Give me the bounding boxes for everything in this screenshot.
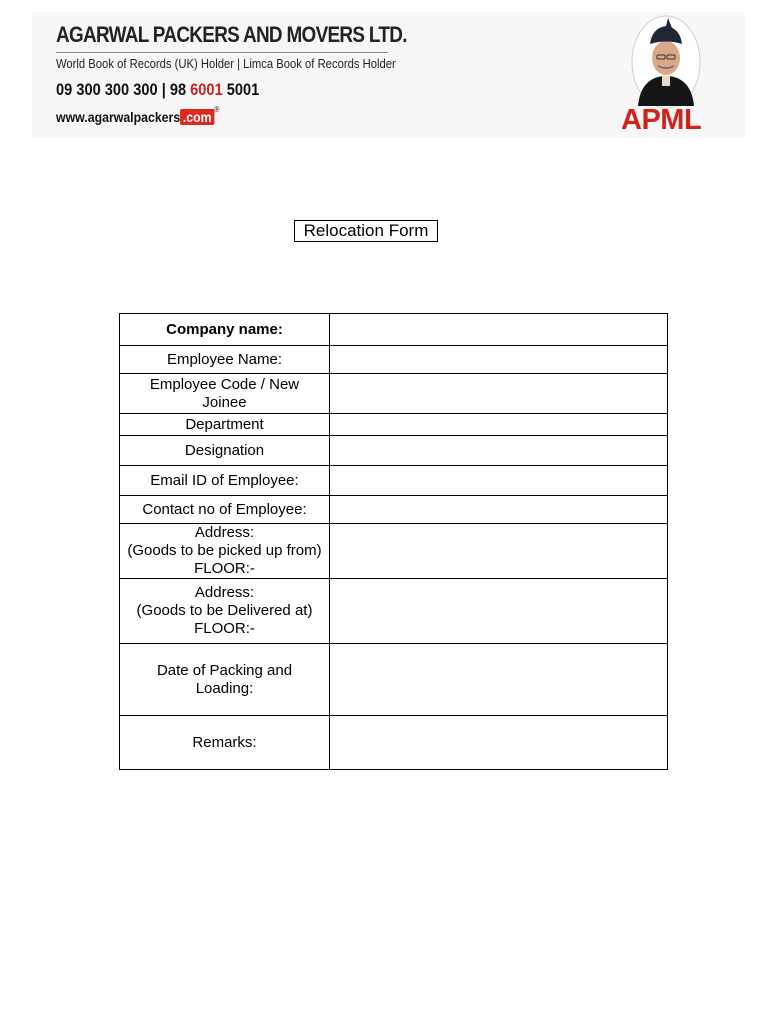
- table-row: [120, 414, 668, 436]
- delivery-address-field[interactable]: [330, 579, 668, 644]
- delivery-address-label: Address: (Goods to be Delivered at) FLOOR:-: [120, 579, 330, 644]
- contact-label: Contact no of Employee:: [120, 496, 330, 524]
- table-row: [120, 314, 668, 346]
- email-field[interactable]: [330, 466, 668, 496]
- table-row: [120, 436, 668, 466]
- employee-code-label: Employee Code / New Joinee: [120, 374, 330, 414]
- website-prefix: www.agarwalpackers: [56, 109, 181, 125]
- packing-date-label: Date of Packing and Loading:: [120, 644, 330, 716]
- table-row: [120, 466, 668, 496]
- table-row: [120, 716, 668, 770]
- table-row: [120, 524, 668, 579]
- founder-portrait: [628, 14, 704, 110]
- phone-numbers: [56, 80, 259, 100]
- table-row: [120, 644, 668, 716]
- employee-name-field[interactable]: [330, 346, 668, 374]
- records-text: World Book of Records (UK) Holder | Limca Book of Records Holder: [56, 57, 396, 71]
- table-row: [120, 496, 668, 524]
- pickup-address-field[interactable]: [330, 524, 668, 579]
- pickup-address-label: Address: (Goods to be picked up from) FLOOR:-: [120, 524, 330, 579]
- website-suffix: .com: [180, 109, 214, 125]
- company-name-field[interactable]: [330, 314, 668, 346]
- employee-name-label: Employee Name:: [120, 346, 330, 374]
- phone-part-1: 09 300 300 300 | 98: [56, 80, 191, 99]
- table-row: [120, 579, 668, 644]
- phone-part-3: 5001: [222, 80, 260, 99]
- company-name-label: Company name:: [120, 314, 330, 346]
- table-row: [120, 346, 668, 374]
- department-label: Department: [120, 414, 330, 436]
- packing-date-field[interactable]: [330, 644, 668, 716]
- relocation-form-table: [119, 313, 668, 770]
- remarks-field[interactable]: [330, 716, 668, 770]
- employee-code-field[interactable]: [330, 374, 668, 414]
- apml-logo: APML: [621, 104, 702, 136]
- phone-part-2: 6001: [190, 80, 223, 99]
- form-title: Relocation Form: [294, 220, 438, 242]
- email-label: Email ID of Employee:: [120, 466, 330, 496]
- letterhead: [32, 12, 745, 138]
- contact-field[interactable]: [330, 496, 668, 524]
- registered-mark: ®: [214, 105, 220, 114]
- website: [56, 105, 219, 125]
- department-field[interactable]: [330, 414, 668, 436]
- header-divider: [56, 52, 388, 53]
- table-row: [120, 374, 668, 414]
- designation-field[interactable]: [330, 436, 668, 466]
- company-name: AGARWAL PACKERS AND MOVERS LTD.: [56, 22, 407, 47]
- remarks-label: Remarks:: [120, 716, 330, 770]
- designation-label: Designation: [120, 436, 330, 466]
